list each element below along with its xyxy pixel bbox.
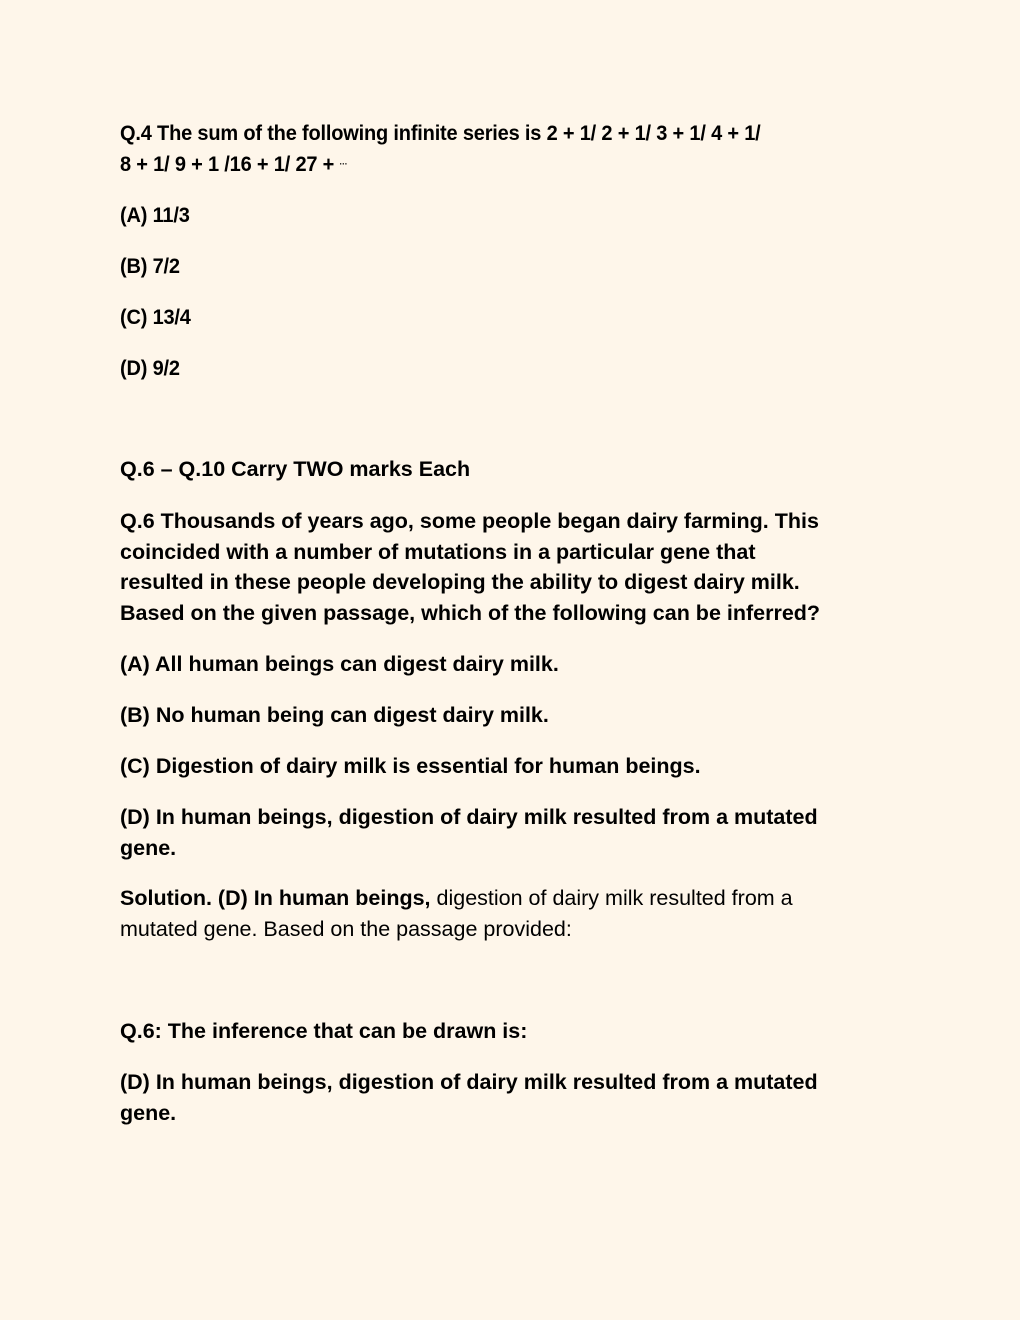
solution-bold: Solution. (D) In human beings, — [120, 886, 431, 910]
q4-option-b: (B) 7/2 — [120, 254, 180, 278]
q6-option-d-line-1: (D) In human beings, digestion of dairy milk resulted from a mutated — [120, 805, 818, 829]
q6-option-c: (C) Digestion of dairy milk is essential for human beings. — [120, 754, 701, 778]
q4-option-d: (D) 9/2 — [120, 356, 180, 380]
q6-question-line-3: resulted in these people developing the ability to digest dairy milk. — [120, 570, 800, 594]
q6-option-b: (B) No human being can digest dairy milk. — [120, 703, 549, 727]
solution-line-1 — [120, 883, 793, 914]
q4-question-line-1: Q.4 The sum of the following infinite series is 2 + 1/ 2 + 1/ 3 + 1/ 4 + 1/ — [120, 121, 761, 145]
solution-line-2: mutated gene. Based on the passage provided: — [120, 917, 572, 941]
q4-question-line-2 — [120, 149, 347, 180]
q6-option-d-line-2: gene. — [120, 836, 177, 860]
q4-option-c: (C) 13/4 — [120, 305, 191, 329]
q4-question-line-2-text: 8 + 1/ 9 + 1 /16 + 1/ 27 + — [120, 152, 340, 176]
q4-option-a: (A) 11/3 — [120, 203, 190, 227]
solution-text: digestion of dairy milk resulted from a — [430, 886, 793, 910]
q6-question-line-4: Based on the given passage, which of the following can be inferred? — [120, 601, 821, 625]
inference-heading: Q.6: The inference that can be drawn is: — [120, 1019, 528, 1043]
ellipsis: ··· — [339, 159, 348, 169]
q6-question-line-2: coincided with a number of mutations in a particular gene that — [120, 540, 756, 564]
inference-answer-line-2: gene. — [120, 1101, 177, 1125]
q6-option-a: (A) All human beings can digest dairy milk. — [120, 652, 559, 676]
inference-answer-line-1: (D) In human beings, digestion of dairy milk resulted from a mutated — [120, 1070, 818, 1094]
q6-question-line-1: Q.6 Thousands of years ago, some people began dairy farming. This — [120, 509, 819, 533]
section-header: Q.6 – Q.10 Carry TWO marks Each — [120, 457, 471, 481]
